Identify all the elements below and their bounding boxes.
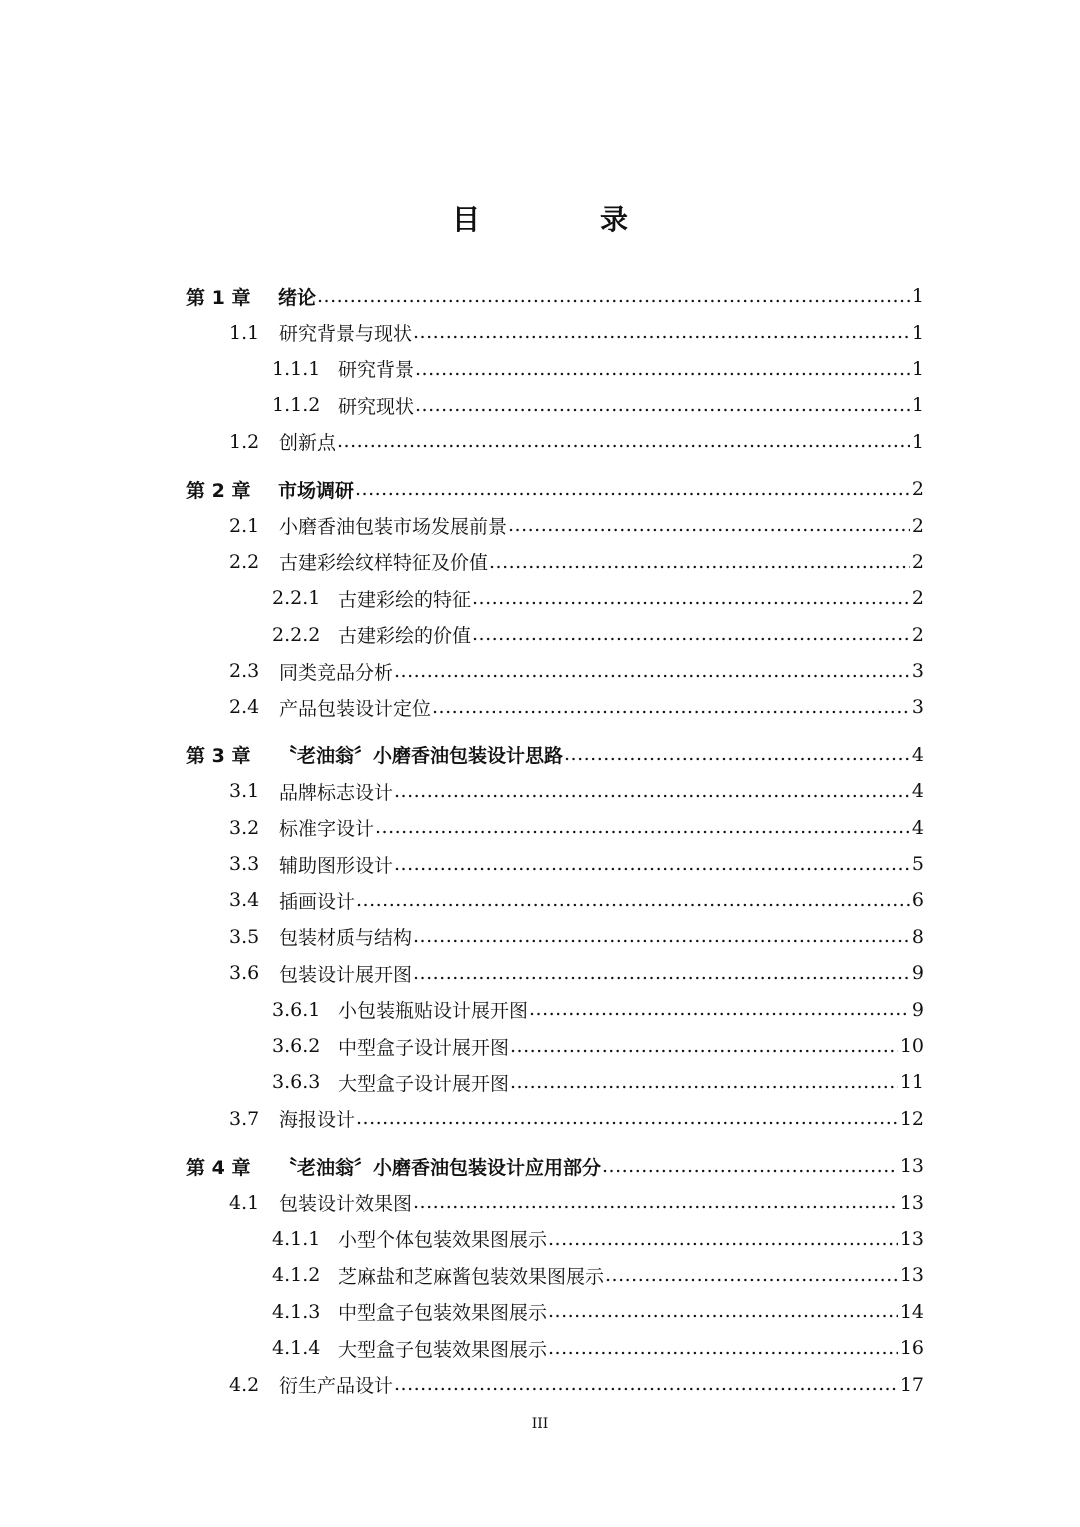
toc-entry-title: 中型盒子包装效果图展示	[338, 1302, 548, 1325]
toc-section-entry[interactable]	[0, 689, 1080, 725]
toc-section-entry[interactable]	[0, 544, 1080, 580]
toc-entry-title: 古建彩绘的特征	[338, 588, 472, 611]
toc-entry-page-number: 3	[911, 660, 924, 683]
toc-entry-page-number: 13	[899, 1264, 924, 1287]
toc-section-entry[interactable]	[0, 507, 1080, 543]
toc-entry-page-number: 1	[911, 321, 924, 344]
toc-entry-title: 中型盒子设计展开图	[338, 1036, 510, 1059]
toc-entry-number: 2.2	[229, 550, 260, 573]
toc-entry-page-number: 16	[899, 1337, 924, 1360]
toc-entry-number: 3.1	[229, 780, 260, 803]
toc-entry-title: 辅助图形设计	[279, 854, 394, 877]
toc-section-entry[interactable]	[0, 580, 1080, 616]
toc-entry-title: 研究背景	[338, 359, 415, 382]
toc-entry-title: 同类竞品分析	[279, 661, 394, 684]
toc-entry-number: 3.7	[229, 1107, 260, 1130]
toc-entry-page-number: 17	[899, 1373, 924, 1396]
dot-leader	[510, 1035, 898, 1058]
toc-entry-page-number: 4	[911, 816, 924, 839]
toc-entry-title: 包装设计效果图	[279, 1193, 413, 1216]
toc-entry-title: 大型盒子包装效果图展示	[338, 1338, 548, 1361]
toc-entry-number: 3.5	[229, 925, 260, 948]
dot-leader	[413, 321, 910, 344]
dot-leader	[375, 816, 910, 839]
toc-section-entry[interactable]	[0, 1330, 1080, 1366]
toc-entry-title: 古建彩绘的价值	[338, 625, 472, 648]
toc-entry-page-number: 1	[911, 357, 924, 380]
toc-entry-title: 包装设计展开图	[279, 963, 413, 986]
dot-leader	[432, 696, 910, 719]
toc-entry-page-number: 3	[911, 696, 924, 719]
toc-section-entry[interactable]	[0, 351, 1080, 387]
toc-entry-page-number: 13	[899, 1191, 924, 1214]
toc-entry-number: 4.2	[229, 1373, 260, 1396]
toc-entry-title: 绪论	[278, 286, 317, 309]
toc-entry-number: 2.3	[229, 660, 260, 683]
toc-entry-page-number: 1	[911, 285, 924, 308]
toc-entry-number: 3.6.1	[272, 998, 321, 1021]
toc-entry-number: 1.1.2	[272, 394, 321, 417]
toc-entry-number: 4.1.2	[272, 1264, 321, 1287]
dot-leader	[356, 1107, 898, 1130]
toc-entry-title: 芝麻盐和芝麻酱包装效果图展示	[338, 1265, 605, 1288]
toc-entry-number: 3.6	[229, 962, 260, 985]
toc-section-entry[interactable]	[0, 991, 1080, 1027]
toc-entry-page-number: 13	[899, 1155, 924, 1178]
toc-section-entry[interactable]	[0, 919, 1080, 955]
toc-section-entry[interactable]	[0, 882, 1080, 918]
toc-entry-number: 2.2.1	[272, 587, 321, 610]
toc-entry-number: 1.2	[229, 430, 260, 453]
dot-leader	[564, 743, 910, 766]
toc-entry-number: 1.1.1	[272, 357, 321, 380]
toc-entry-title: 产品包装设计定位	[279, 697, 432, 720]
dot-leader	[472, 587, 910, 610]
toc-entry-page-number: 6	[911, 889, 924, 912]
toc-entry-title: 插画设计	[279, 890, 356, 913]
toc-entry-title: 标准字设计	[279, 818, 375, 841]
toc-entry-title: 海报设计	[279, 1109, 356, 1132]
dot-leader	[548, 1300, 898, 1323]
toc-entry-page-number: 8	[911, 925, 924, 948]
toc-entry-number: 2.2.2	[272, 623, 321, 646]
dot-leader	[317, 285, 910, 308]
toc-section-entry[interactable]	[0, 424, 1080, 460]
dot-leader	[356, 889, 910, 912]
toc-entry-page-number: 9	[911, 962, 924, 985]
toc-section-entry[interactable]	[0, 1221, 1080, 1257]
toc-section-entry[interactable]	[0, 1257, 1080, 1293]
toc-entry-title: 创新点	[279, 432, 337, 455]
toc-section-entry[interactable]	[0, 387, 1080, 423]
toc-entry-page-number: 9	[911, 998, 924, 1021]
toc-entry-number: 4.1.3	[272, 1300, 321, 1323]
dot-leader	[548, 1337, 898, 1360]
toc-section-entry[interactable]	[0, 617, 1080, 653]
toc-entry-number: 4.1	[229, 1191, 260, 1214]
toc-entry-page-number: 2	[911, 514, 924, 537]
toc-section-entry[interactable]	[0, 809, 1080, 845]
dot-leader	[510, 1071, 898, 1094]
toc-entry-number: 3.4	[229, 889, 260, 912]
toc-section-entry[interactable]	[0, 653, 1080, 689]
toc-section-entry[interactable]	[0, 1101, 1080, 1137]
toc-entry-title: 小型个体包装效果图展示	[338, 1229, 548, 1252]
toc-entry-title: 研究背景与现状	[279, 323, 413, 346]
toc-entry-page-number: 2	[911, 478, 924, 501]
toc-entry-title: 大型盒子设计展开图	[338, 1072, 510, 1095]
toc-section-entry[interactable]	[0, 1294, 1080, 1330]
toc-entry-number: 1.1	[229, 321, 260, 344]
toc-entry-number: 第 3 章	[186, 745, 251, 768]
toc-entry-number: 3.3	[229, 853, 260, 876]
toc-entry-number: 3.6.3	[272, 1071, 321, 1094]
toc-section-entry[interactable]	[0, 1184, 1080, 1220]
toc-entry-page-number: 10	[899, 1035, 924, 1057]
toc-chapter-entry[interactable]	[0, 278, 1080, 314]
dot-leader	[394, 780, 910, 803]
toc-entry-title: 包装材质与结构	[279, 927, 413, 950]
dot-leader	[394, 1373, 898, 1396]
toc-entry-page-number: 11	[899, 1071, 924, 1094]
toc-entry-page-number: 12	[899, 1107, 924, 1130]
toc-entry-number: 4.1.4	[272, 1337, 321, 1360]
toc-chapter-entry[interactable]	[0, 471, 1080, 507]
dot-leader	[415, 358, 910, 381]
toc-entry-page-number: 2	[911, 623, 924, 646]
toc-section-entry[interactable]	[0, 773, 1080, 809]
toc-entry-number: 3.2	[229, 816, 260, 839]
toc-entry-page-number: 4	[911, 780, 924, 803]
dot-leader	[413, 925, 910, 948]
toc-entry-number: 4.1.1	[272, 1227, 321, 1250]
toc-chapter-entry[interactable]	[0, 737, 1080, 773]
dot-leader	[337, 430, 910, 453]
toc-section-entry[interactable]	[0, 1028, 1080, 1064]
toc-entry-page-number: 13	[899, 1227, 924, 1250]
toc-entry-title: 古建彩绘纹样特征及价值	[279, 552, 489, 575]
toc-entry-title: 品牌标志设计	[279, 781, 394, 804]
dot-leader	[472, 623, 910, 646]
dot-leader	[529, 998, 910, 1021]
toc-section-entry[interactable]	[0, 955, 1080, 991]
page-title: 目 录	[451, 203, 674, 236]
dot-leader	[394, 660, 910, 683]
toc-entry-page-number: 14	[899, 1300, 924, 1323]
toc-entry-number: 第 4 章	[186, 1156, 251, 1179]
toc-entry-number: 第 2 章	[186, 479, 251, 502]
toc-entry-title: 衍生产品设计	[279, 1375, 394, 1398]
page-number-footer: III	[531, 1416, 549, 1432]
toc-entry-title: 市场调研	[278, 479, 355, 502]
toc-entry-number: 2.1	[229, 514, 260, 537]
dot-leader	[355, 478, 910, 501]
dot-leader	[489, 551, 910, 574]
toc-entry-title: 〝老油翁〞小磨香油包装设计思路	[278, 745, 564, 768]
toc-section-entry[interactable]	[0, 1366, 1080, 1402]
toc-entry-page-number: 1	[911, 394, 924, 417]
toc-entry-title: 小包装瓶贴设计展开图	[338, 1000, 529, 1023]
toc-entry-page-number: 2	[911, 587, 924, 610]
toc-entry-number: 第 1 章	[186, 286, 251, 309]
toc-chapter-entry[interactable]	[0, 1148, 1080, 1184]
dot-leader	[413, 1191, 898, 1214]
dot-leader	[548, 1228, 898, 1251]
dot-leader	[605, 1264, 898, 1287]
toc-entry-title: 小磨香油包装市场发展前景	[279, 516, 508, 539]
toc-entry-title: 研究现状	[338, 395, 415, 418]
table-of-contents	[0, 278, 1080, 1403]
toc-entry-page-number: 5	[911, 853, 924, 876]
toc-entry-page-number: 4	[911, 743, 924, 766]
dot-leader	[394, 853, 910, 876]
dot-leader	[415, 394, 910, 417]
dot-leader	[413, 962, 910, 985]
toc-entry-number: 3.6.2	[272, 1035, 321, 1057]
toc-section-entry[interactable]	[0, 314, 1080, 350]
toc-section-entry[interactable]	[0, 1064, 1080, 1100]
toc-entry-title: 〝老油翁〞小磨香油包装设计应用部分	[278, 1156, 602, 1179]
toc-entry-page-number: 1	[911, 430, 924, 453]
dot-leader	[602, 1155, 898, 1178]
dot-leader	[508, 514, 910, 537]
toc-entry-number: 2.4	[229, 696, 260, 719]
toc-section-entry[interactable]	[0, 846, 1080, 882]
toc-entry-page-number: 2	[911, 550, 924, 573]
